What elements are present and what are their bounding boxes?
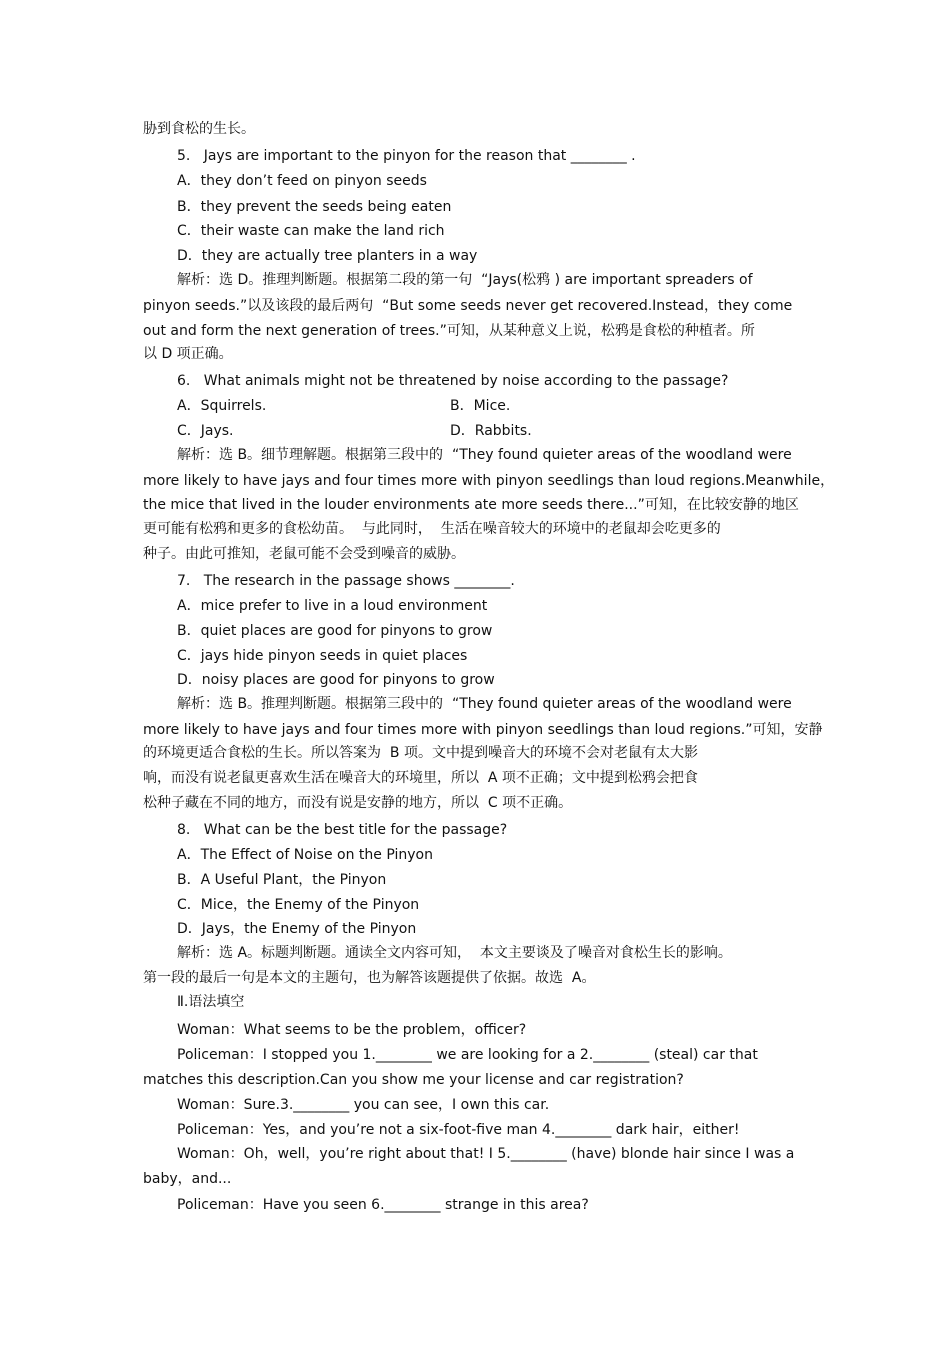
option-a: A．mice prefer to live in a loud environment — [177, 598, 488, 614]
option-a: A．The Effect of Noise on the Pinyon — [177, 847, 433, 863]
text-line: 胁到食松的生长。 — [143, 121, 255, 137]
explanation-line: 第一段的最后一句是本文的主题句，也为解答该题提供了依据。故选 A。 — [143, 970, 596, 986]
explanation-line: more likely to have jays and four times more with pinyon seedlings than loud regions.”可知，安静 — [143, 722, 823, 738]
option-d: D．they are actually tree planters in a way — [177, 248, 478, 264]
option-d: D．Rabbits. — [450, 423, 532, 439]
dialogue-line: Policeman：I stopped you 1.________ we are looking for a 2.________ (steal) car that — [177, 1047, 758, 1063]
option-b: B．A Useful Plant，the Pinyon — [177, 872, 387, 888]
option-c: C．jays hide pinyon seeds in quiet places — [177, 648, 468, 664]
option-a: A．Squirrels. — [177, 398, 267, 414]
option-c: C．their waste can make the land rich — [177, 223, 445, 239]
option-c: C．Mice，the Enemy of the Pinyon — [177, 897, 420, 913]
explanation-line: 解析：选 B。细节理解题。根据第三段中的 “They found quieter areas of the woodland were — [177, 447, 792, 463]
dialogue-line: matches this description.Can you show me your license and car registration? — [143, 1072, 684, 1088]
question-6: 6. What animals might not be threatened by noise according to the passage? — [177, 373, 729, 389]
dialogue-line: Woman：Sure.3.________ you can see，I own this car. — [177, 1097, 550, 1113]
dialogue-line: Woman：Oh，well，you’re right about that! I 5.________ (have) blonde hair since I was a — [177, 1146, 795, 1162]
dialogue-line: Woman：What seems to be the problem，officer? — [177, 1022, 527, 1038]
explanation-line: 种子。由此可推知，老鼠可能不会受到噪音的威胁。 — [143, 546, 465, 562]
section-heading: Ⅱ.语法填空 — [177, 994, 245, 1010]
option-b: B．Mice. — [450, 398, 511, 414]
explanation-line: 解析：选 A。标题判断题。通读全文内容可知， 本文主要谈及了噪音对食松生长的影响。 — [177, 945, 732, 961]
explanation-line: 解析：选 D。推理判断题。根据第二段的第一句 “Jays(松鸦 ) are important spreaders of — [177, 272, 753, 288]
option-c: C．Jays. — [177, 423, 234, 439]
dialogue-line: baby，and... — [143, 1171, 232, 1187]
question-8: 8. What can be the best title for the passage? — [177, 822, 508, 838]
explanation-line: 以 D 项正确。 — [143, 346, 233, 362]
explanation-line: 更可能有松鸦和更多的食松幼苗。 与此同时， 生活在噪音较大的环境中的老鼠却会吃更多的 — [143, 521, 721, 537]
explanation-line: 解析：选 B。推理判断题。根据第三段中的 “They found quieter areas of the woodland were — [177, 696, 792, 712]
option-d: D．noisy places are good for pinyons to grow — [177, 672, 495, 688]
option-b: B．they prevent the seeds being eaten — [177, 199, 452, 215]
explanation-line: 松种子藏在不同的地方，而没有说是安静的地方，所以 C 项不正确。 — [143, 795, 573, 811]
explanation-line: 的环境更适合食松的生长。所以答案为 B 项。文中提到噪音大的环境不会对老鼠有太大影 — [143, 745, 698, 761]
explanation-line: 响，而没有说老鼠更喜欢生活在噪音大的环境里，所以 A 项不正确；文中提到松鸦会把食 — [143, 770, 698, 786]
explanation-line: the mice that lived in the louder environments ate more seeds there...”可知，在比较安静的地区 — [143, 497, 799, 513]
dialogue-line: Policeman：Yes，and you’re not a six-foot-five man 4.________ dark hair，either! — [177, 1122, 740, 1138]
option-a: A．they don’t feed on pinyon seeds — [177, 173, 427, 189]
option-d: D．Jays，the Enemy of the Pinyon — [177, 921, 417, 937]
explanation-line: out and form the next generation of trees.”可知，从某种意义上说，松鸦是食松的种植者。所 — [143, 323, 755, 339]
question-5: 5. Jays are important to the pinyon for the reason that ________ . — [177, 148, 636, 164]
explanation-line: pinyon seeds.”以及该段的最后两句 “But some seeds never get recovered.Instead，they come — [143, 298, 793, 314]
dialogue-line: Policeman：Have you seen 6.________ strange in this area? — [177, 1197, 589, 1213]
question-7: 7. The research in the passage shows ________. — [177, 573, 515, 589]
explanation-line: more likely to have jays and four times more with pinyon seedlings than loud regions.Meanwhile， — [143, 473, 835, 489]
option-b: B．quiet places are good for pinyons to grow — [177, 623, 493, 639]
